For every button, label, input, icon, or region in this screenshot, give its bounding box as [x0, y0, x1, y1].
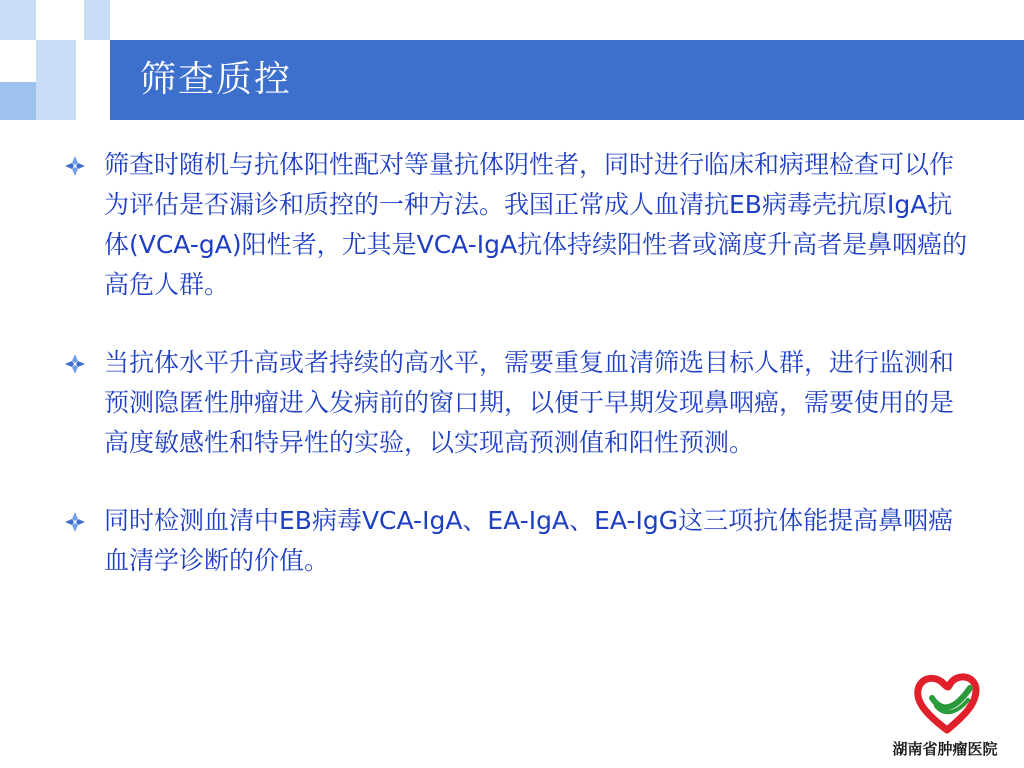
diamond-bullet-icon — [64, 501, 92, 541]
bullet-text: 筛查时随机与抗体阳性配对等量抗体阴性者，同时进行临床和病理检查可以作为评估是否漏诊和质控的一种方法。我国正常成人血清抗EB病毒壳抗原IgA抗体(VCA-gA)阳性者，尤其是VCA-IgA抗体持续阳性者或滴度升高者是鼻咽癌的高危人群。 — [104, 150, 968, 299]
bullet-item — [60, 343, 975, 463]
bullet-list — [60, 145, 975, 619]
decor-square — [0, 0, 36, 40]
hospital-logo — [880, 668, 1010, 763]
slide-title: 筛查质控 — [140, 59, 293, 100]
bullet-item — [60, 145, 975, 305]
decor-square — [36, 40, 76, 82]
diamond-bullet-icon — [64, 343, 92, 383]
bullet-item — [60, 501, 975, 581]
bullet-text: 当抗体水平升高或者持续的高水平，需要重复血清筛选目标人群，进行监测和预测隐匿性肿瘤进入发病前的窗口期，以便于早期发现鼻咽癌，需要使用的是高度敏感性和特异性的实验，以实现高预测值和阳性预测。 — [104, 348, 955, 457]
decor-square — [84, 0, 110, 40]
decor-square — [0, 82, 36, 120]
decor-square — [36, 82, 76, 120]
diamond-bullet-icon — [64, 145, 92, 185]
logo-text: 湖南省肿瘤医院 — [892, 740, 998, 758]
bullet-text: 同时检测血清中EB病毒VCA-IgA、EA-IgA、EA-IgG这三项抗体能提高鼻咽癌血清学诊断的价值。 — [104, 506, 954, 575]
heart-logo-icon — [912, 668, 982, 736]
